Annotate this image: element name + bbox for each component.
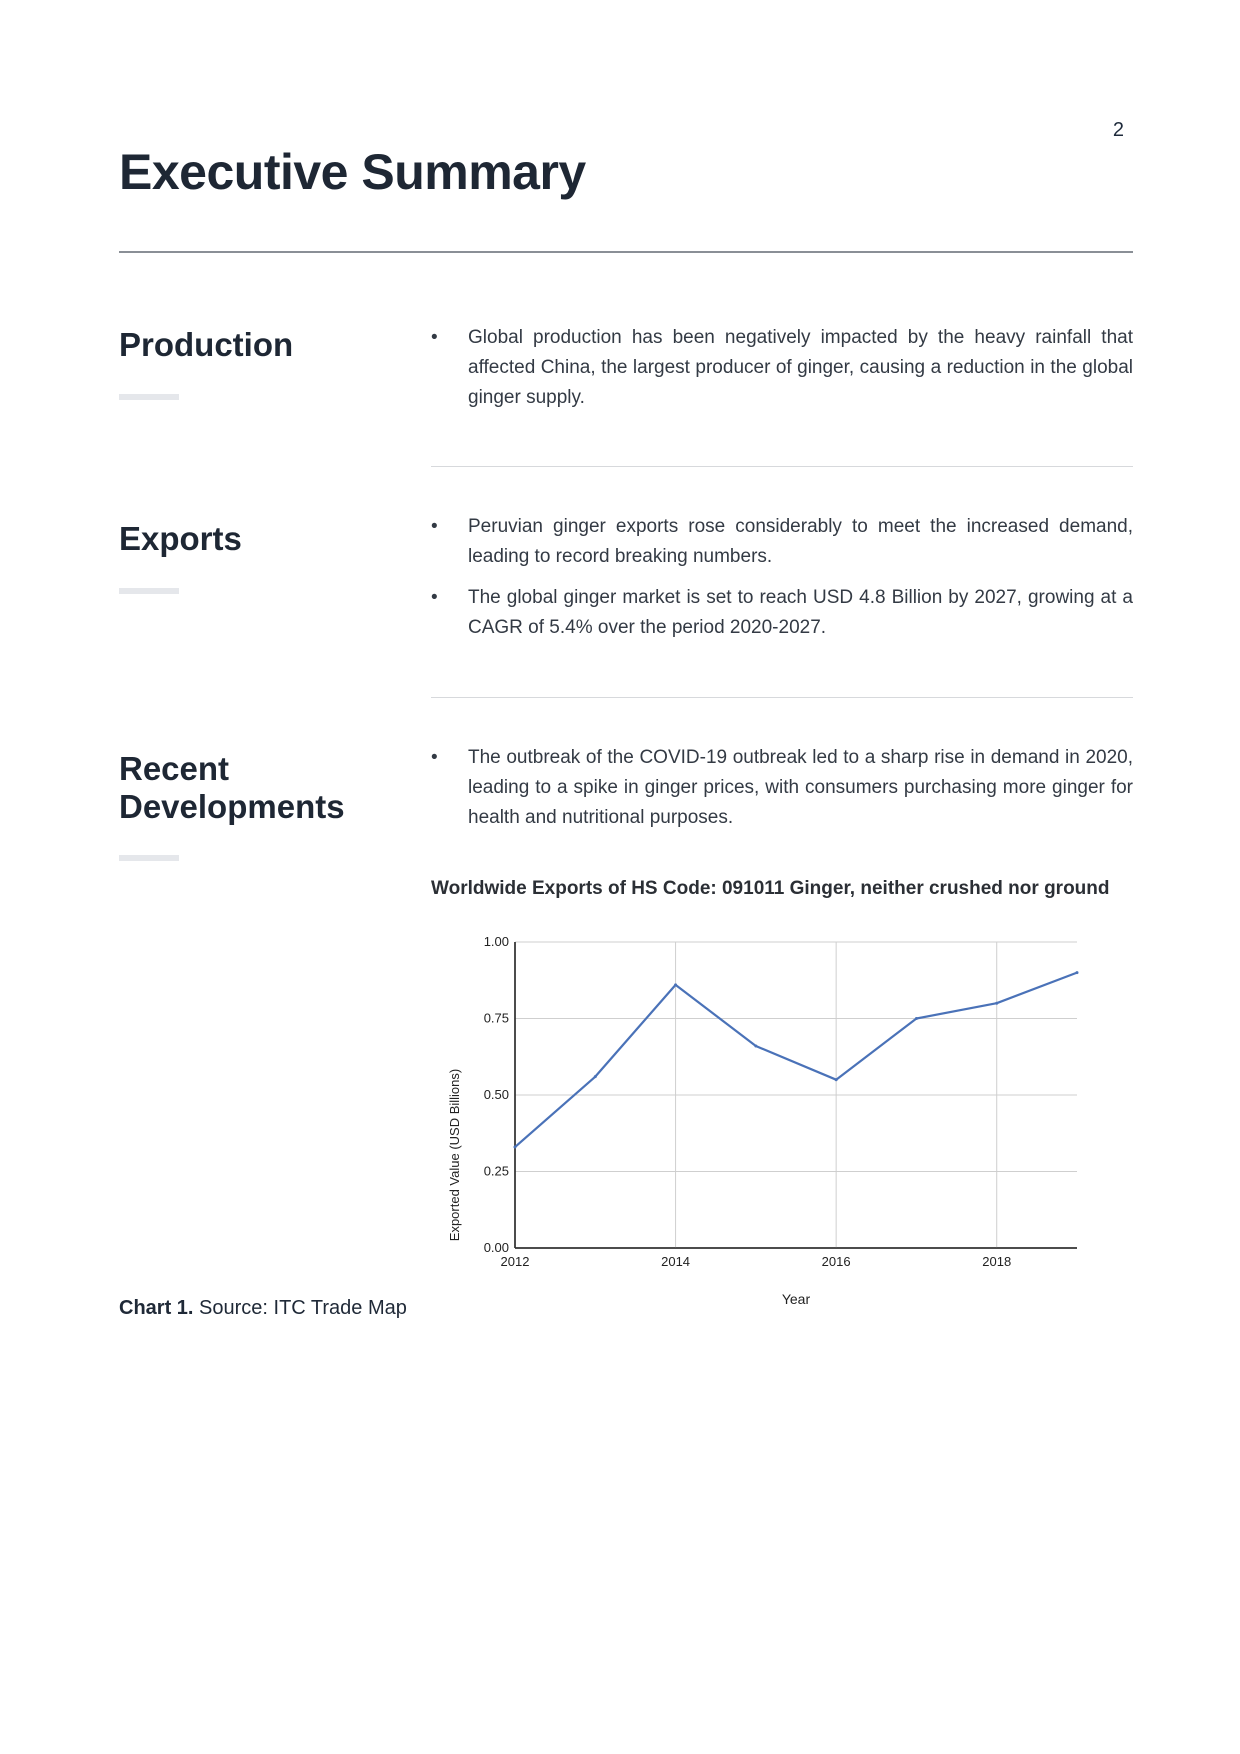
chart-labels xyxy=(447,934,1011,1307)
production-bullets xyxy=(431,323,1133,424)
data-point xyxy=(835,1078,838,1081)
y-tick-label: 0.50 xyxy=(483,1087,509,1102)
bullet-item: • The outbreak of the COVID-19 outbreak led to a sharp rise in demand in 2020, leading to a spike in ginger prices, with consumers purchasing more ginger for health and nutritional purposes. xyxy=(431,743,1133,833)
data-point xyxy=(674,983,677,986)
heading-accent xyxy=(119,394,179,400)
section-divider xyxy=(431,466,1133,467)
y-axis-label: Exported Value (USD Billions) xyxy=(447,1068,462,1242)
caption-label: Chart 1. xyxy=(119,1297,194,1319)
section-divider xyxy=(431,697,1133,698)
chart-grid xyxy=(515,942,1077,1248)
chart-series xyxy=(514,971,1079,1148)
bullet-item: • Peruvian ginger exports rose considerably to meet the increased demand, leading to record breaking numbers. xyxy=(431,512,1133,572)
chart-title: Worldwide Exports of HS Code: 091011 Ginger, neither crushed nor ground xyxy=(431,878,1110,899)
y-tick-label: 0.25 xyxy=(483,1163,509,1179)
heading-accent xyxy=(119,855,179,861)
page-number: 2 xyxy=(1112,119,1124,141)
bullet-item: • The global ginger market is set to reach USD 4.8 Billion by 2027, growing at a CAGR of 5.4% over the period 2020-2027. xyxy=(431,583,1133,643)
heading-accent xyxy=(119,588,179,594)
data-point xyxy=(915,1017,918,1020)
y-tick-label: 1.00 xyxy=(483,934,509,949)
y-tick-label: 0.00 xyxy=(483,1240,509,1255)
x-axis-label: Year xyxy=(781,1291,811,1307)
chart-caption xyxy=(119,1297,407,1320)
section-heading-exports: Exports xyxy=(119,520,242,557)
data-point xyxy=(1076,971,1079,974)
title-divider xyxy=(119,251,1133,253)
page-title: Executive Summary xyxy=(119,144,586,200)
data-point xyxy=(594,1075,597,1078)
data-point xyxy=(514,1146,517,1149)
series-line xyxy=(515,973,1077,1147)
x-tick-label: 2012 xyxy=(500,1254,530,1269)
caption-source: Source: ITC Trade Map xyxy=(193,1297,407,1319)
bullet-item: • Global production has been negatively impacted by the heavy rainfall that affected China, the largest producer of ginger, causing a reduction in the global ginger supply. xyxy=(431,323,1133,413)
exports-line-chart xyxy=(431,920,1111,1320)
y-tick-label: 0.75 xyxy=(483,1010,509,1026)
x-tick-label: 2014 xyxy=(661,1254,691,1269)
data-point xyxy=(995,1002,998,1005)
recent-developments-bullets xyxy=(431,743,1133,844)
section-heading-recent-developments: Recent Developments xyxy=(119,750,345,825)
data-point xyxy=(754,1045,757,1048)
exports-bullets xyxy=(431,512,1133,654)
x-tick-label: 2016 xyxy=(821,1254,851,1269)
x-tick-label: 2018 xyxy=(982,1254,1012,1269)
section-heading-production: Production xyxy=(119,326,294,363)
